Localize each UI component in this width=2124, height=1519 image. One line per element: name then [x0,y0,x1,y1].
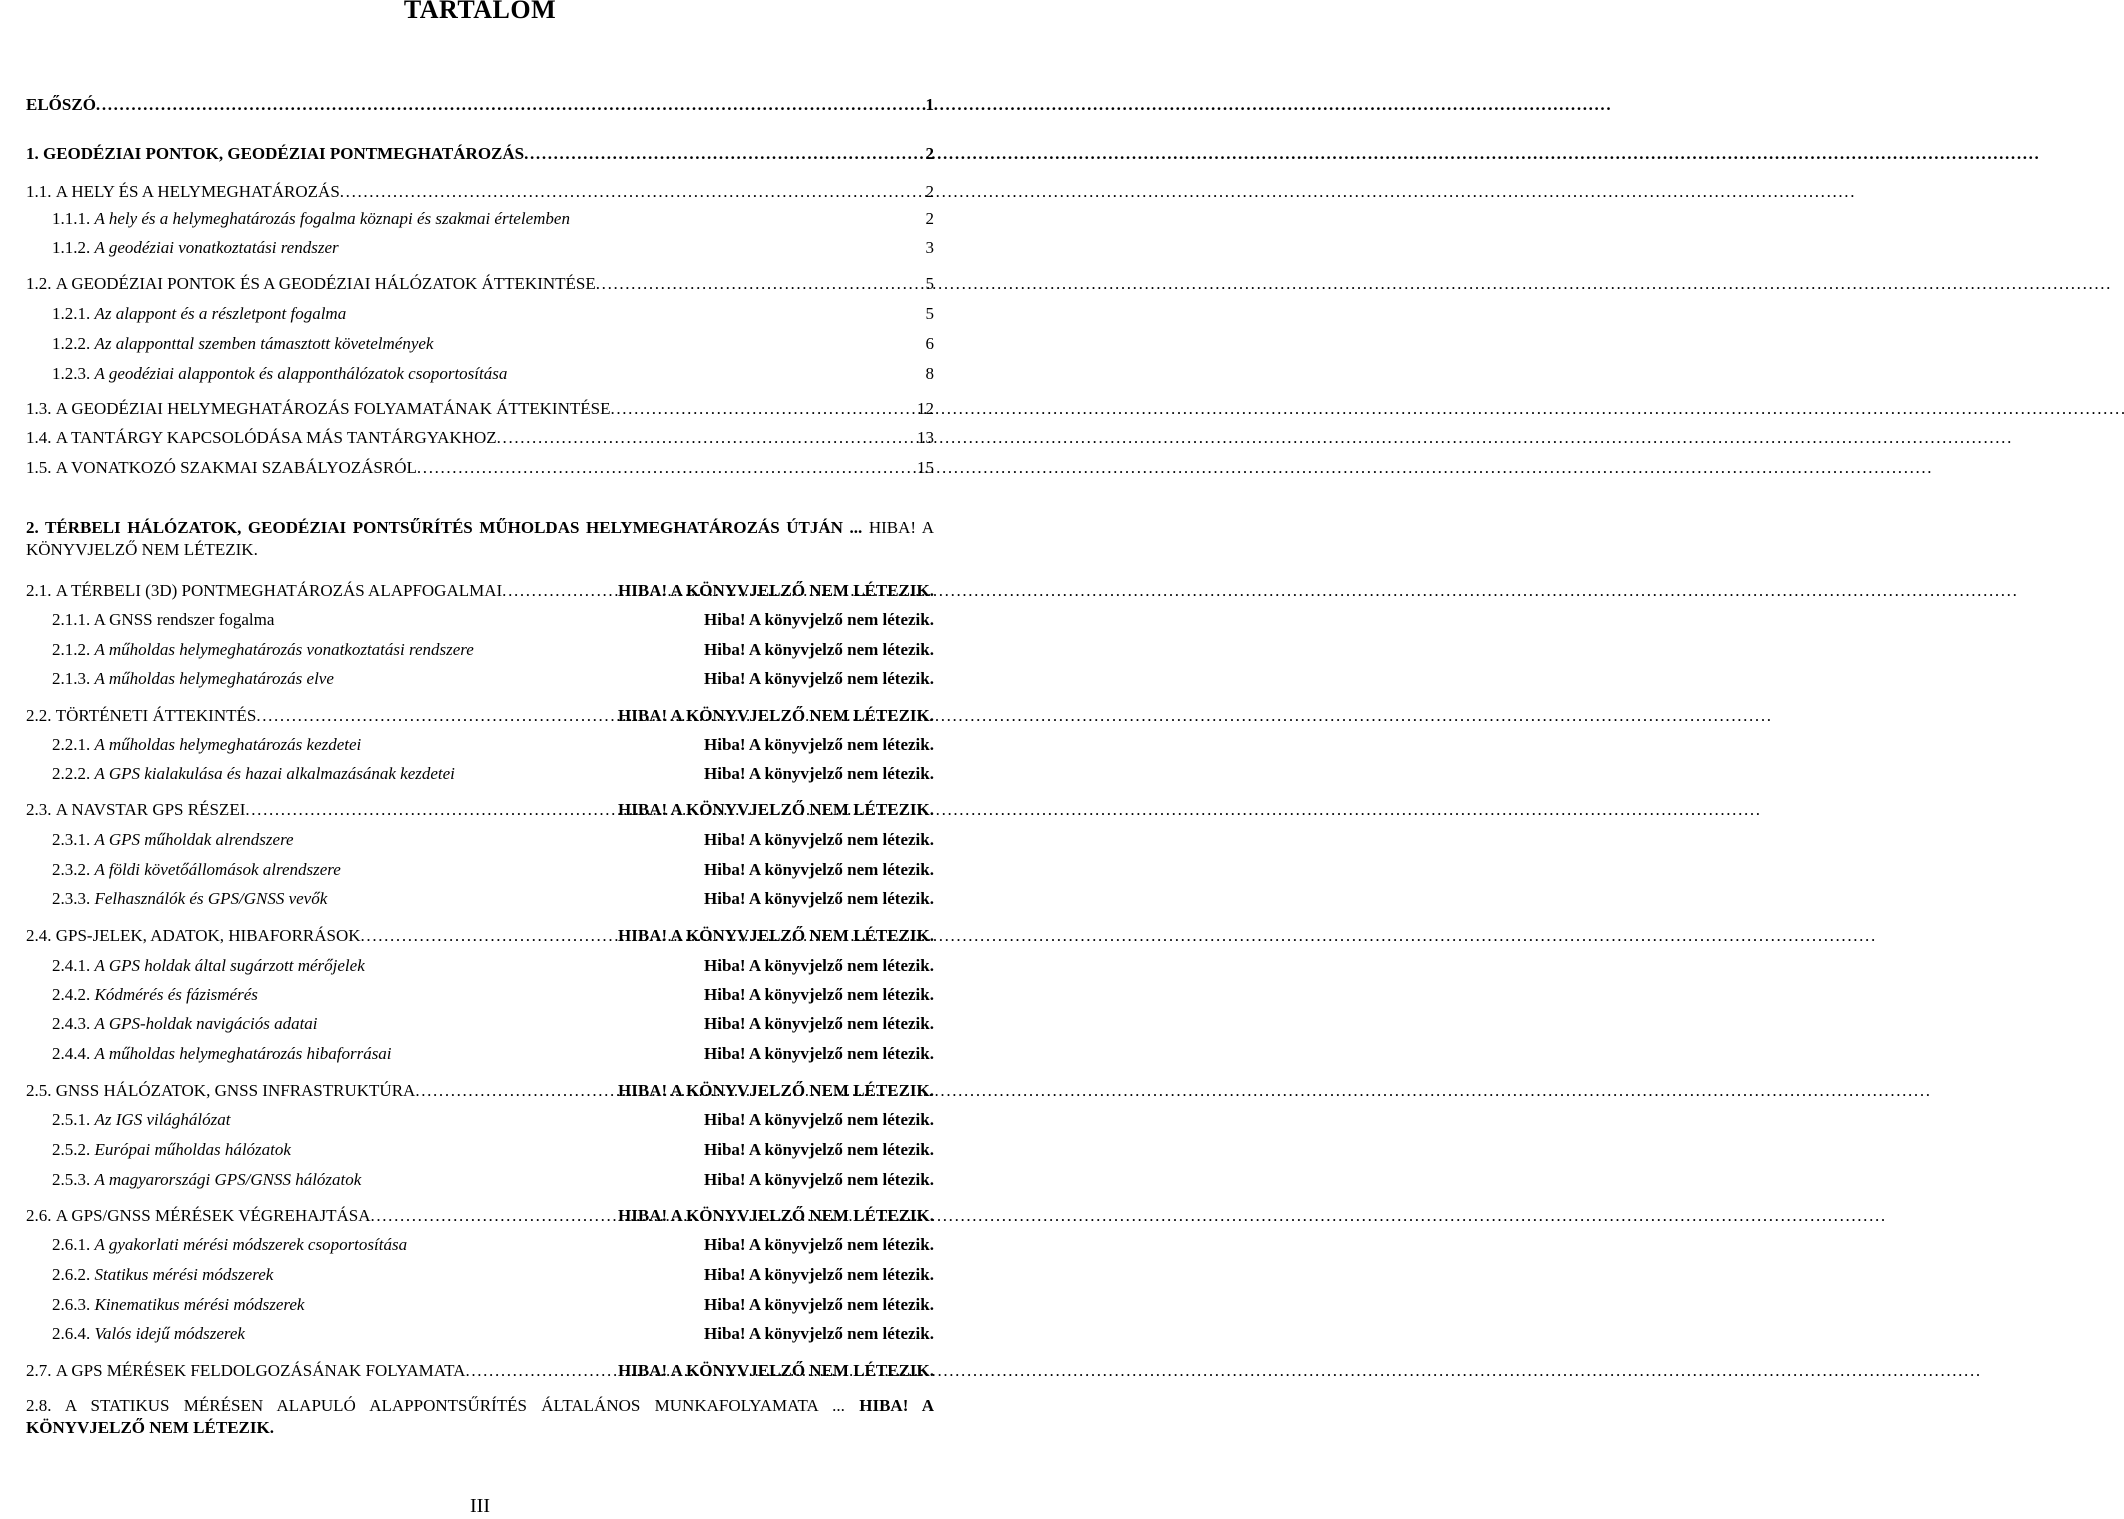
toc-entry-title: A műholdas helymeghatározás kezdetei [94,735,362,754]
toc-entry-number: 2.4.1. [52,956,91,975]
toc-entry-number: 2.4. [26,926,52,945]
toc-entry-page: Hiba! A könyvjelző nem létezik. [704,1170,934,1189]
toc-entry[interactable] [52,860,934,886]
toc-entry[interactable] [52,889,934,915]
toc-entry[interactable] [52,364,934,390]
toc-entry[interactable] [26,428,934,454]
toc-entry-page: HIBA! A KÖNYVJELZŐ NEM LÉTEZIK. [618,1206,934,1225]
toc-entry-number: 2.5.3. [52,1170,91,1189]
toc-entry[interactable] [52,764,934,790]
toc-entry[interactable] [26,1081,934,1107]
toc-entry-number: 1.1.1. [52,209,91,228]
page-number: III [470,1495,490,1517]
toc-entry-page: HIBA! A KÖNYVJELZŐ NEM LÉTEZIK. [618,706,934,725]
toc-leader-dots [497,428,915,448]
toc-entry-number: 2.3.3. [52,889,91,908]
toc-entry-page: 8 [925,364,934,383]
toc-entry-page: 12 [917,399,934,418]
toc-entry-title: TÖRTÉNETI ÁTTEKINTÉS [55,706,257,725]
toc-page [0,0,960,1519]
toc-entry-number: 1.2. [26,274,52,293]
toc-entry[interactable] [52,735,934,761]
toc-entry-number: 2.2.2. [52,764,91,783]
toc-entry[interactable] [52,1140,934,1166]
toc-entry[interactable] [26,706,934,732]
toc-entry[interactable] [52,1265,934,1291]
toc-entry-number: 1.2.2. [52,334,91,353]
toc-entry-title: Az IGS világhálózat [94,1110,231,1129]
toc-entry-page: Hiba! A könyvjelző nem létezik. [704,1295,934,1314]
toc-entry-number: 2.6. [26,1206,52,1225]
toc-entry-number: 2.4.4. [52,1044,91,1063]
toc-entry-number: 2.1.3. [52,669,91,688]
toc-entry-page: Hiba! A könyvjelző nem létezik. [704,956,934,975]
toc-leader-dots [524,144,923,164]
toc-leader-dots [465,1361,616,1381]
toc-entry[interactable] [26,144,934,170]
toc-entry-title: A GPS holdak által sugárzott mérőjelek [94,956,365,975]
toc-entry-number: 2.6.2. [52,1265,91,1284]
toc-leader-dots [361,926,616,946]
toc-entry-page: 5 [925,304,934,323]
toc-entry-page: 5 [925,274,934,293]
toc-entry-title: A GPS kialakulása és hazai alkalmazásának kezdetei [94,764,455,783]
toc-leader-dots [610,399,915,419]
toc-entry-title: A GPS MÉRÉSEK FELDOLGOZÁSÁNAK FOLYAMATA [55,1361,466,1380]
toc-entry-page: Hiba! A könyvjelző nem létezik. [704,889,934,908]
toc-entry-number: 2. [26,518,39,537]
toc-entry[interactable] [52,1295,934,1321]
toc-entry[interactable] [26,458,934,484]
toc-entry-page: 3 [925,238,934,257]
toc-entry-title: GEODÉZIAI PONTOK, GEODÉZIAI PONTMEGHATÁROZÁS [43,144,525,163]
toc-entry-number: 2.3.2. [52,860,91,879]
toc-entry[interactable] [26,926,934,952]
toc-entry-number: 2.3. [26,800,52,819]
toc-entry-number: 1. [26,144,39,163]
toc-entry-number: 2.4.3. [52,1014,91,1033]
toc-entry-number: 1.4. [26,428,52,447]
toc-entry[interactable] [26,800,934,826]
toc-entry-number: 1.2.1. [52,304,91,323]
toc-entry-title: A geodéziai vonatkoztatási rendszer [94,238,339,257]
toc-entry[interactable] [52,1110,934,1136]
toc-entry-title: A műholdas helymeghatározás elve [94,669,334,688]
toc-entry-title: A GPS műholdak alrendszere [94,830,294,849]
toc-entry-title: TÉRBELI HÁLÓZATOK, GEODÉZIAI PONTSŰRÍTÉS MŰHOLDAS HELYMEGHATÁROZÁS ÚTJÁN [45,518,843,537]
toc-entry-number: 2.6.1. [52,1235,91,1254]
toc-entry[interactable] [52,985,934,1011]
toc-leader-dots [417,458,915,478]
toc-entry[interactable] [26,274,934,300]
toc-entry-page: Hiba! A könyvjelző nem létezik. [704,830,934,849]
toc-entry[interactable] [52,334,934,360]
toc-entry-title: A műholdas helymeghatározás vonatkoztatási rendszere [94,640,474,659]
toc-entry-number: 2.1.2. [52,640,91,659]
toc-entry-title: A TÉRBELI (3D) PONTMEGHATÁROZÁS ALAPFOGALMAI [55,581,503,600]
toc-entry-title: Statikus mérési módszerek [94,1265,274,1284]
toc-entry-number: 2.8. [26,1396,52,1415]
toc-leader-dots [245,800,616,820]
toc-entry-page: 2 [925,209,934,228]
toc-entry[interactable] [52,640,934,666]
toc-entry-title: A GEODÉZIAI PONTOK ÉS A GEODÉZIAI HÁLÓZATOK ÁTTEKINTÉSE [55,274,596,293]
toc-entry[interactable] [52,304,934,330]
toc-entry[interactable] [52,1170,934,1196]
toc-entry-title: A GPS/GNSS MÉRÉSEK VÉGREHAJTÁSA [55,1206,371,1225]
toc-entry[interactable]: 2. TÉRBELI HÁLÓZATOK, GEODÉZIAI PONTSŰRÍTÉS MŰHOLDAS HELYMEGHATÁROZÁS ÚTJÁN ... HIBA! A KÖNYVJELZŐ NEM LÉTEZIK. [26,518,934,559]
toc-entry-title: GPS-JELEK, ADATOK, HIBAFORRÁSOK [55,926,361,945]
toc-entry-title: A STATIKUS MÉRÉSEN ALAPULÓ ALAPPONTSŰRÍTÉS ÁLTALÁNOS MUNKAFOLYAMATA [64,1396,818,1415]
toc-entry-number: 2.1. [26,581,52,600]
toc-entry-title: Az alappont és a részletpont fogalma [94,304,347,323]
toc-entry-number: 2.6.4. [52,1324,91,1343]
toc-entry-page: Hiba! A könyvjelző nem létezik. [704,764,934,783]
toc-entry[interactable] [52,1235,934,1261]
toc-leader-dots [596,274,924,294]
toc-leader-dots [415,1081,616,1101]
toc-leader-dots [96,95,924,115]
toc-entry-title: A hely és a helymeghatározás fogalma köznapi és szakmai értelemben [94,209,570,228]
toc-entry-page: Hiba! A könyvjelző nem létezik. [704,1014,934,1033]
toc-entry-title: A GNSS rendszer fogalma [93,610,275,629]
toc-entry-title: A műholdas helymeghatározás hibaforrásai [94,1044,392,1063]
toc-entry-number: 2.5.1. [52,1110,91,1129]
toc-entry-title: A TANTÁRGY KAPCSOLÓDÁSA MÁS TANTÁRGYAKHOZ [55,428,497,447]
toc-entry-number: 2.2.1. [52,735,91,754]
toc-entry-page: Hiba! A könyvjelző nem létezik. [704,1265,934,1284]
toc-entry-title: Kinematikus mérési módszerek [94,1295,305,1314]
toc-entry-page: Hiba! A könyvjelző nem létezik. [704,1235,934,1254]
toc-entry-title: GNSS HÁLÓZATOK, GNSS INFRASTRUKTÚRA [55,1081,416,1100]
toc-entry-number: 2.4.2. [52,985,91,1004]
toc-entry[interactable] [26,182,934,208]
toc-entry-title: A földi követőállomások alrendszere [94,860,341,879]
toc-entry-page: 15 [917,458,934,477]
toc-entry-title: A magyarországi GPS/GNSS hálózatok [94,1170,362,1189]
toc-entry-title: Valós idejű módszerek [94,1324,245,1343]
toc-entry-title: A NAVSTAR GPS RÉSZEI [55,800,246,819]
toc-entry-page: Hiba! A könyvjelző nem létezik. [704,1110,934,1129]
toc-entry-title: A VONATKOZÓ SZAKMAI SZABÁLYOZÁSRÓL [55,458,417,477]
toc-leader-dots [370,1206,616,1226]
toc-entry[interactable] [52,669,934,695]
toc-leader-dots [340,182,924,202]
toc-entry-number: 2.5. [26,1081,52,1100]
toc-entry-number: 1.1.2. [52,238,91,257]
toc-entry-number: 2.1.1. [52,610,91,629]
toc-entry[interactable] [52,1014,934,1040]
toc-entry[interactable] [26,581,934,607]
toc-entry-page: HIBA! A KÖNYVJELZŐ NEM LÉTEZIK. [26,518,934,559]
toc-entry-number: 1.3. [26,399,52,418]
toc-entry-page: Hiba! A könyvjelző nem létezik. [704,1140,934,1159]
toc-entry[interactable] [26,95,934,121]
page-title: TARTALOM [403,0,557,24]
toc-entry-page: Hiba! A könyvjelző nem létezik. [704,1044,934,1063]
toc-entry-page: HIBA! A KÖNYVJELZŐ NEM LÉTEZIK. [618,581,934,600]
toc-entry[interactable] [52,610,934,636]
toc-entry-page: 13 [917,428,934,447]
toc-entry-title: A gyakorlati mérési módszerek csoportosítása [94,1235,408,1254]
toc-entry[interactable] [26,1361,934,1387]
toc-entry-title: Kódmérés és fázismérés [94,985,258,1004]
toc-entry[interactable] [26,399,934,425]
toc-entry-page: HIBA! A KÖNYVJELZŐ NEM LÉTEZIK. [618,1361,934,1380]
toc-entry-number: 1.1. [26,182,52,201]
toc-entry[interactable] [52,1324,934,1350]
toc-entry-title: Az alapponttal szemben támasztott követelmények [94,334,434,353]
toc-entry-page: 6 [925,334,934,353]
toc-entry[interactable] [52,956,934,982]
toc-entry-page: Hiba! A könyvjelző nem létezik. [704,640,934,659]
toc-entry-title: Európai műholdas hálózatok [94,1140,291,1159]
toc-entry-title: A GPS-holdak navigációs adatai [94,1014,318,1033]
toc-entry-title: A geodéziai alappontok és alapponthálózatok csoportosítása [94,364,508,383]
toc-entry-number: ELŐSZÓ [26,95,96,114]
toc-entry[interactable] [52,1044,934,1070]
toc-entry-number: 2.5.2. [52,1140,91,1159]
toc-entry-page: Hiba! A könyvjelző nem létezik. [704,669,934,688]
toc-entry-title: A GEODÉZIAI HELYMEGHATÁROZÁS FOLYAMATÁNAK ÁTTEKINTÉSE [55,399,611,418]
toc-entry-page: Hiba! A könyvjelző nem létezik. [704,985,934,1004]
toc-entry-number: 1.5. [26,458,52,477]
toc-entry-page: Hiba! A könyvjelző nem létezik. [704,610,934,629]
toc-entry-page: 1 [925,95,934,114]
toc-entry-page: HIBA! A KÖNYVJELZŐ NEM LÉTEZIK. [618,1081,934,1100]
toc-entry-number: 2.2. [26,706,52,725]
toc-entry-page: Hiba! A könyvjelző nem létezik. [704,1324,934,1343]
toc-entry-page: Hiba! A könyvjelző nem létezik. [704,735,934,754]
toc-entry-page: 2 [925,144,934,163]
toc-entry-number: 2.3.1. [52,830,91,849]
toc-entry-number: 2.7. [26,1361,52,1380]
toc-entry-title: A HELY ÉS A HELYMEGHATÁROZÁS [55,182,340,201]
toc-entry-page: 2 [925,182,934,201]
toc-leader-dots [502,581,616,601]
toc-entry[interactable] [52,830,934,856]
toc-entry-number: 2.6.3. [52,1295,91,1314]
toc-entry[interactable]: 2.8. A STATIKUS MÉRÉSEN ALAPULÓ ALAPPONTSŰRÍTÉS ÁLTALÁNOS MUNKAFOLYAMATA ... HIBA! A KÖNYVJELZŐ NEM LÉTEZIK. [26,1396,935,1437]
toc-entry-number: 1.2.3. [52,364,91,383]
toc-entry-page: HIBA! A KÖNYVJELZŐ NEM LÉTEZIK. [618,800,934,819]
toc-entry-page: HIBA! A KÖNYVJELZŐ NEM LÉTEZIK. [618,926,934,945]
toc-entry[interactable] [52,209,934,235]
toc-leader-dots [256,706,616,726]
toc-entry-page: HIBA! A KÖNYVJELZŐ NEM LÉTEZIK. [26,1396,935,1437]
toc-entry[interactable] [26,1206,934,1232]
toc-entry-page: Hiba! A könyvjelző nem létezik. [704,860,934,879]
toc-entry-title: Felhasználók és GPS/GNSS vevők [94,889,328,908]
toc-entry[interactable] [52,238,934,264]
